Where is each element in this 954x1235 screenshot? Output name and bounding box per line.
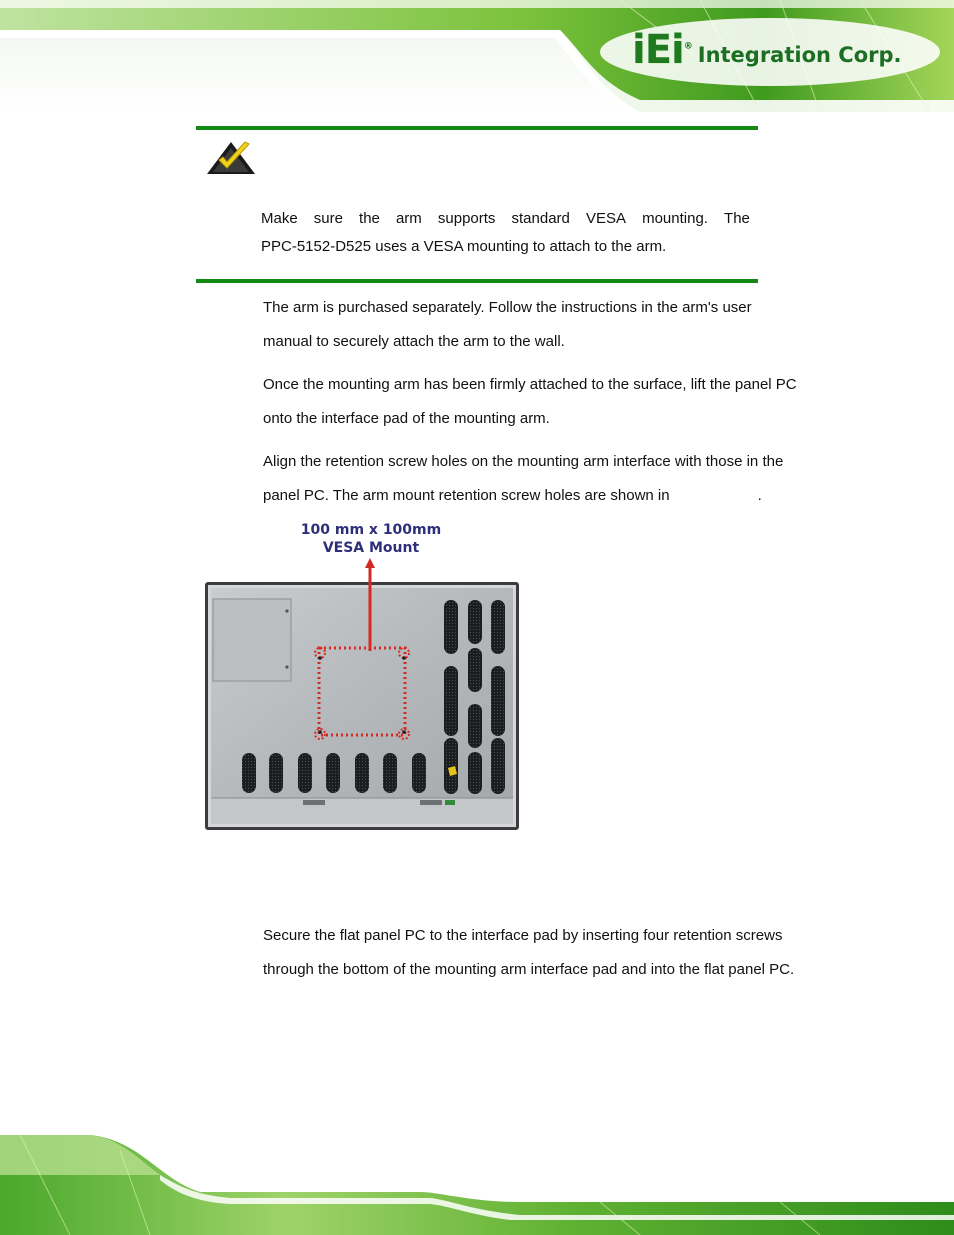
step-3-line-2	[263, 479, 823, 513]
registered-mark: ®	[683, 41, 692, 52]
footer-banner	[0, 1120, 954, 1235]
logo-mark: iEi®	[632, 27, 692, 73]
step-3-text	[263, 445, 823, 513]
logo-text: Integration Corp.	[697, 43, 902, 67]
note-word: VESA	[585, 210, 626, 227]
panel-pc-rear-photo	[205, 556, 519, 830]
vesa-mount-label	[300, 521, 442, 557]
brand-logo	[632, 28, 902, 72]
note-line-1	[261, 205, 750, 233]
step-1-line-1: The arm is purchased separately. Follow the instructions in the arm's user	[263, 299, 752, 316]
note-line-2: PPC-5152-D525 uses a VESA mounting to attach to the arm.	[261, 238, 667, 255]
step-1-text	[263, 291, 823, 359]
vesa-label-line-2: VESA Mount	[322, 540, 420, 556]
step-4-text	[263, 919, 823, 987]
note-word: the	[359, 210, 380, 227]
step-3-line-2-prefix: panel PC. The arm mount retention screw holes are shown in	[263, 487, 670, 504]
step-4-line-2: through the bottom of the mounting arm interface pad and into the flat panel PC.	[263, 961, 795, 978]
note-top-rule	[196, 126, 758, 130]
note-word: supports	[437, 210, 496, 227]
note-text	[261, 205, 750, 261]
step-4-line-1: Secure the flat panel PC to the interface pad by inserting four retention screws	[263, 927, 783, 944]
note-word: The	[724, 210, 750, 227]
note-word: mounting.	[642, 210, 708, 227]
step-3-line-2-suffix: .	[757, 487, 762, 504]
note-word: standard	[511, 210, 570, 227]
note-word: arm	[395, 210, 422, 227]
note-bottom-rule	[196, 279, 758, 283]
step-2-line-2: onto the interface pad of the mounting arm.	[263, 410, 550, 427]
checkmark-note-icon	[205, 138, 257, 176]
step-2-line-1: Once the mounting arm has been firmly attached to the surface, lift the panel PC	[263, 376, 797, 393]
vesa-label-line-1: 100 mm x 100mm	[300, 522, 442, 538]
step-3-line-1: Align the retention screw holes on the mounting arm interface with those in the	[263, 453, 784, 470]
step-2-text	[263, 368, 823, 436]
step-1-line-2: manual to securely attach the arm to the wall.	[263, 333, 565, 350]
note-word: Make	[261, 210, 298, 227]
note-word: sure	[313, 210, 343, 227]
